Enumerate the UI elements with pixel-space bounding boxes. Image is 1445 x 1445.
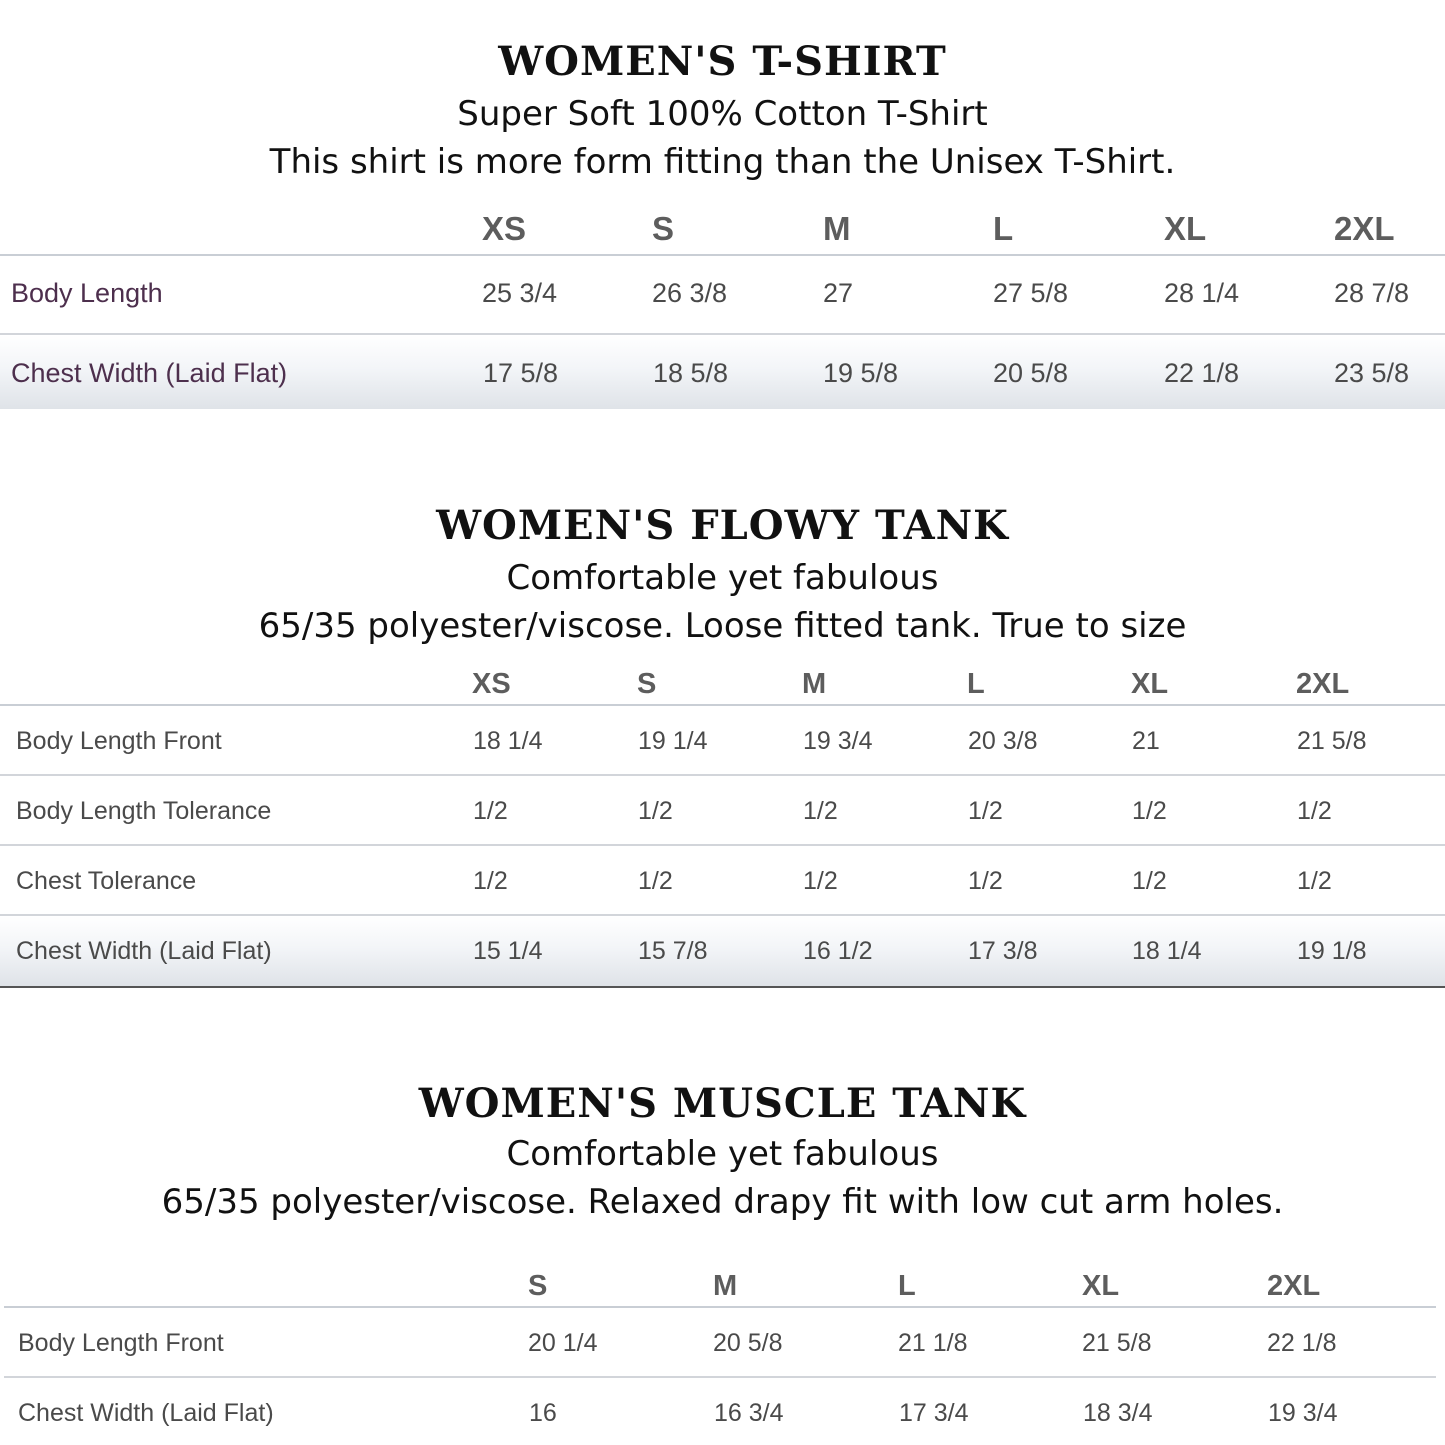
table-row: [0, 335, 1445, 409]
table-row: [0, 256, 1445, 335]
cell-value: 23 5/8: [1334, 358, 1410, 388]
cell-value: 19 1/4: [638, 727, 708, 755]
cell-value: 1/2: [968, 867, 1003, 895]
size-header: 2XL: [1334, 210, 1395, 247]
muscle-tank-section: [0, 1000, 1445, 1445]
cell-value: 15 1/4: [473, 937, 543, 965]
cell-value: 20 5/8: [713, 1329, 783, 1357]
cell-value: 1/2: [803, 797, 838, 825]
size-header: XL: [1082, 1270, 1120, 1302]
cell-value: 19 5/8: [823, 358, 899, 388]
row-label: Body Length: [11, 278, 163, 308]
size-header: 2XL: [1296, 668, 1350, 700]
size-header: L: [993, 210, 1014, 247]
table-row: [4, 1378, 1436, 1444]
tshirt-subtitle-1: Super Soft 100% Cotton T-Shirt: [457, 94, 988, 134]
muscle-tank-subtitle-2: 65/35 polyester/viscose. Relaxed drapy fit with low cut arm holes.: [161, 1182, 1284, 1222]
size-header: S: [528, 1270, 548, 1302]
row-label: Chest Width (Laid Flat): [18, 1399, 274, 1427]
cell-value: 1/2: [638, 797, 673, 825]
table-header: [0, 200, 1445, 256]
size-header: XS: [472, 668, 511, 700]
cell-value: 1/2: [1297, 867, 1332, 895]
cell-value: 20 5/8: [993, 358, 1069, 388]
table-header: [4, 1262, 1436, 1308]
cell-value: 21 5/8: [1082, 1329, 1152, 1357]
cell-value: 18 5/8: [653, 358, 729, 388]
cell-value: 1/2: [1132, 797, 1167, 825]
row-label: Chest Tolerance: [16, 867, 197, 895]
cell-value: 28 1/4: [1164, 278, 1240, 308]
row-label: Body Length Tolerance: [16, 797, 272, 825]
cell-value: 18 3/4: [1083, 1399, 1153, 1427]
cell-value: 1/2: [968, 797, 1003, 825]
cell-value: 25 3/4: [482, 278, 558, 308]
cell-value: 17 3/8: [968, 937, 1038, 965]
cell-value: 21 5/8: [1297, 727, 1367, 755]
cell-value: 22 1/8: [1164, 358, 1240, 388]
cell-value: 26 3/8: [652, 278, 728, 308]
size-header: M: [713, 1270, 738, 1302]
size-header: S: [652, 210, 675, 247]
table-row: [0, 916, 1445, 988]
cell-value: 18 1/4: [1132, 937, 1202, 965]
cell-value: 22 1/8: [1267, 1329, 1337, 1357]
table-row: [4, 1308, 1436, 1378]
size-header: XS: [482, 210, 527, 247]
row-label: Chest Width (Laid Flat): [11, 358, 288, 388]
cell-value: 18 1/4: [473, 727, 543, 755]
cell-value: 1/2: [803, 867, 838, 895]
flowy-tank-section: [0, 420, 1445, 1000]
flowy-tank-title: WOMEN'S FLOWY TANK: [436, 502, 1009, 549]
cell-value: 1/2: [1297, 797, 1332, 825]
cell-value: 19 1/8: [1297, 937, 1367, 965]
size-header: XL: [1164, 210, 1207, 247]
flowy-tank-subtitle-1: Comfortable yet fabulous: [506, 558, 939, 598]
row-label: Body Length Front: [16, 727, 222, 755]
muscle-tank-title: WOMEN'S MUSCLE TANK: [418, 1080, 1027, 1127]
size-header: L: [898, 1270, 916, 1302]
cell-value: 21: [1132, 727, 1160, 755]
cell-value: 19 3/4: [1268, 1399, 1338, 1427]
cell-value: 27: [823, 278, 854, 308]
row-label: Body Length Front: [18, 1329, 224, 1357]
cell-value: 21 1/8: [898, 1329, 968, 1357]
cell-value: 16: [529, 1399, 557, 1427]
size-header: S: [637, 668, 657, 700]
size-header: M: [802, 668, 827, 700]
table-header: [0, 660, 1445, 706]
size-header: M: [823, 210, 851, 247]
tshirt-title: WOMEN'S T-SHIRT: [498, 38, 947, 85]
cell-value: 16 3/4: [714, 1399, 784, 1427]
cell-value: 17 5/8: [483, 358, 559, 388]
cell-value: 1/2: [1132, 867, 1167, 895]
cell-value: 20 3/8: [968, 727, 1038, 755]
cell-value: 1/2: [473, 867, 508, 895]
row-label: Chest Width (Laid Flat): [16, 937, 272, 965]
cell-value: 1/2: [473, 797, 508, 825]
size-header: 2XL: [1267, 1270, 1321, 1302]
cell-value: 1/2: [638, 867, 673, 895]
cell-value: 28 7/8: [1334, 278, 1410, 308]
muscle-tank-subtitle-1: Comfortable yet fabulous: [506, 1134, 939, 1174]
table-row: [0, 776, 1445, 846]
size-header: L: [967, 668, 985, 700]
table-row: [0, 706, 1445, 776]
cell-value: 15 7/8: [638, 937, 708, 965]
cell-value: 20 1/4: [528, 1329, 598, 1357]
tshirt-section: [0, 0, 1445, 420]
cell-value: 17 3/4: [899, 1399, 969, 1427]
cell-value: 27 5/8: [993, 278, 1069, 308]
tshirt-subtitle-2: This shirt is more form fitting than the Unisex T-Shirt.: [269, 142, 1176, 182]
flowy-tank-subtitle-2: 65/35 polyester/viscose. Loose fitted tank. True to size: [258, 606, 1187, 646]
cell-value: 16 1/2: [803, 937, 873, 965]
size-header: XL: [1131, 668, 1169, 700]
table-row: [0, 846, 1445, 916]
cell-value: 19 3/4: [803, 727, 873, 755]
